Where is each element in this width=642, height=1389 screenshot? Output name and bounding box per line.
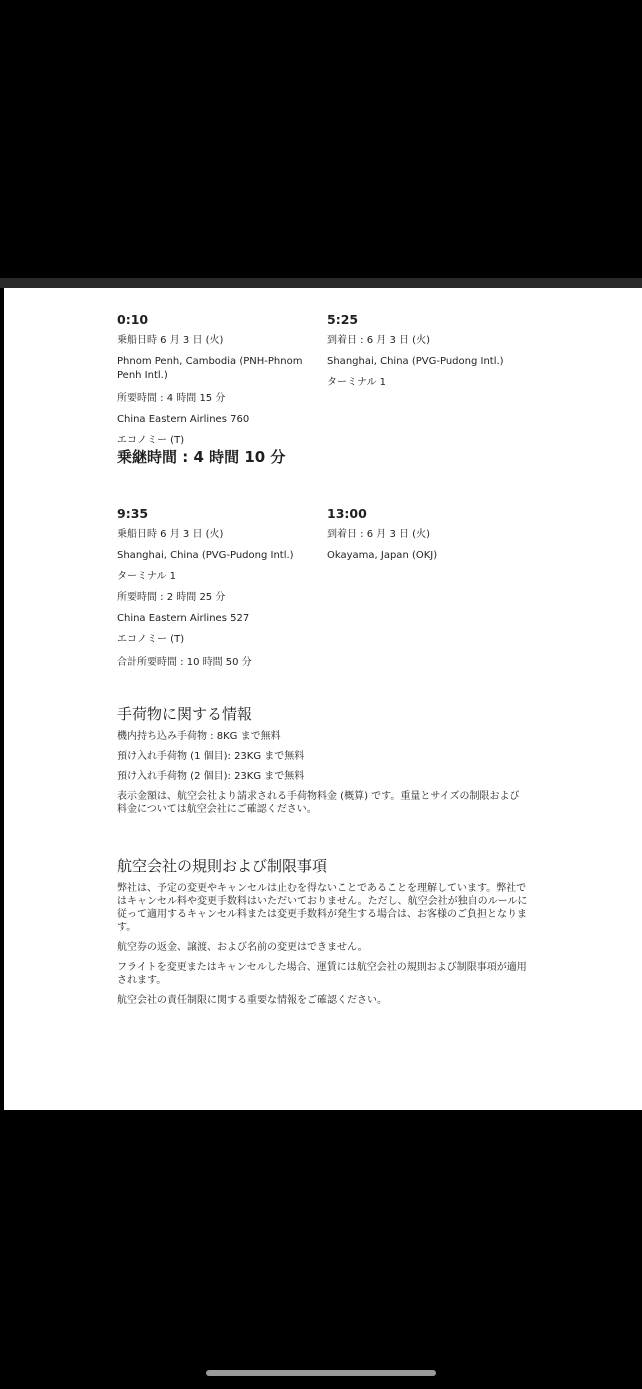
airline-flight: China Eastern Airlines 527	[117, 613, 250, 624]
departure-date: 乗船日時 6 月 3 日 (火)	[117, 529, 224, 540]
checked-bag-2: 預け入れ手荷物 (2 個目): 23KG まで無料	[117, 771, 305, 782]
departure-airport: Shanghai, China (PVG-Pudong Intl.)	[117, 550, 294, 561]
departure-terminal: ターミナル 1	[117, 571, 177, 582]
flight-duration: 所要時間 : 4 時間 15 分	[117, 393, 226, 404]
airline-rules-section	[117, 856, 537, 1014]
departure-time: 9:35	[117, 506, 149, 521]
cabin-class: エコノミー (T)	[117, 435, 185, 446]
arrival-date: 到着日 : 6 月 3 日 (火)	[327, 529, 430, 540]
arrival-terminal: ターミナル 1	[327, 377, 387, 388]
flight-segment-2	[117, 506, 537, 676]
arrival-date: 到着日 : 6 月 3 日 (火)	[327, 335, 430, 346]
segment-1-departure	[117, 312, 317, 466]
arrival-time: 13:00	[327, 506, 367, 521]
itinerary-document	[4, 288, 642, 1110]
rules-paragraph-1: 弊社は、予定の変更やキャンセルは止むを得ないことであることを理解しています。弊社ではキャンセル料や変更手数料はいただいておりません。ただし、航空会社が独自のルールに従って適用するキャンセル料または変更手数料が発生する場合は、お客様のご負担となります。	[117, 883, 528, 933]
airline-flight: China Eastern Airlines 760	[117, 414, 250, 425]
segment-2-departure	[117, 506, 317, 670]
departure-airport: Phnom Penh, Cambodia (PNH-Phnom Penh Intl.)	[117, 356, 303, 381]
arrival-time: 5:25	[327, 312, 359, 327]
rules-paragraph-4: 航空会社の責任制限に関する重要な情報をご確認ください。	[117, 995, 387, 1006]
window-top-edge	[0, 278, 642, 288]
rules-title: 航空会社の規則および制限事項	[117, 857, 328, 875]
baggage-section	[117, 704, 537, 823]
cabin-class: エコノミー (T)	[117, 634, 185, 645]
segment-2-arrival	[327, 506, 527, 570]
departure-date: 乗船日時 6 月 3 日 (火)	[117, 335, 224, 346]
carry-on-allowance: 機内持ち込み手荷物 : 8KG まで無料	[117, 731, 281, 742]
checked-bag-1: 預け入れ手荷物 (1 個目): 23KG まで無料	[117, 751, 305, 762]
rules-paragraph-3: フライトを変更またはキャンセルした場合、運賃には航空会社の規則および制限事項が適用されます。	[117, 962, 527, 986]
home-indicator[interactable]	[206, 1370, 436, 1376]
flight-duration: 所要時間 : 2 時間 25 分	[117, 592, 226, 603]
flight-segment-1	[117, 312, 537, 472]
baggage-title: 手荷物に関する情報	[117, 705, 253, 723]
layover-time: 乗継時間 : 4 時間 10 分	[117, 448, 286, 466]
arrival-airport: Okayama, Japan (OKJ)	[327, 550, 438, 561]
total-duration: 合計所要時間 : 10 時間 50 分	[117, 657, 252, 668]
arrival-airport: Shanghai, China (PVG-Pudong Intl.)	[327, 356, 504, 367]
baggage-note: 表示金額は、航空会社より請求される手荷物料金 (概算) です。重量とサイズの制限および料金については航空会社にご確認ください。	[117, 791, 520, 815]
segment-1-arrival	[327, 312, 527, 397]
departure-time: 0:10	[117, 312, 149, 327]
rules-paragraph-2: 航空券の返金、譲渡、および名前の変更はできません。	[117, 942, 368, 953]
